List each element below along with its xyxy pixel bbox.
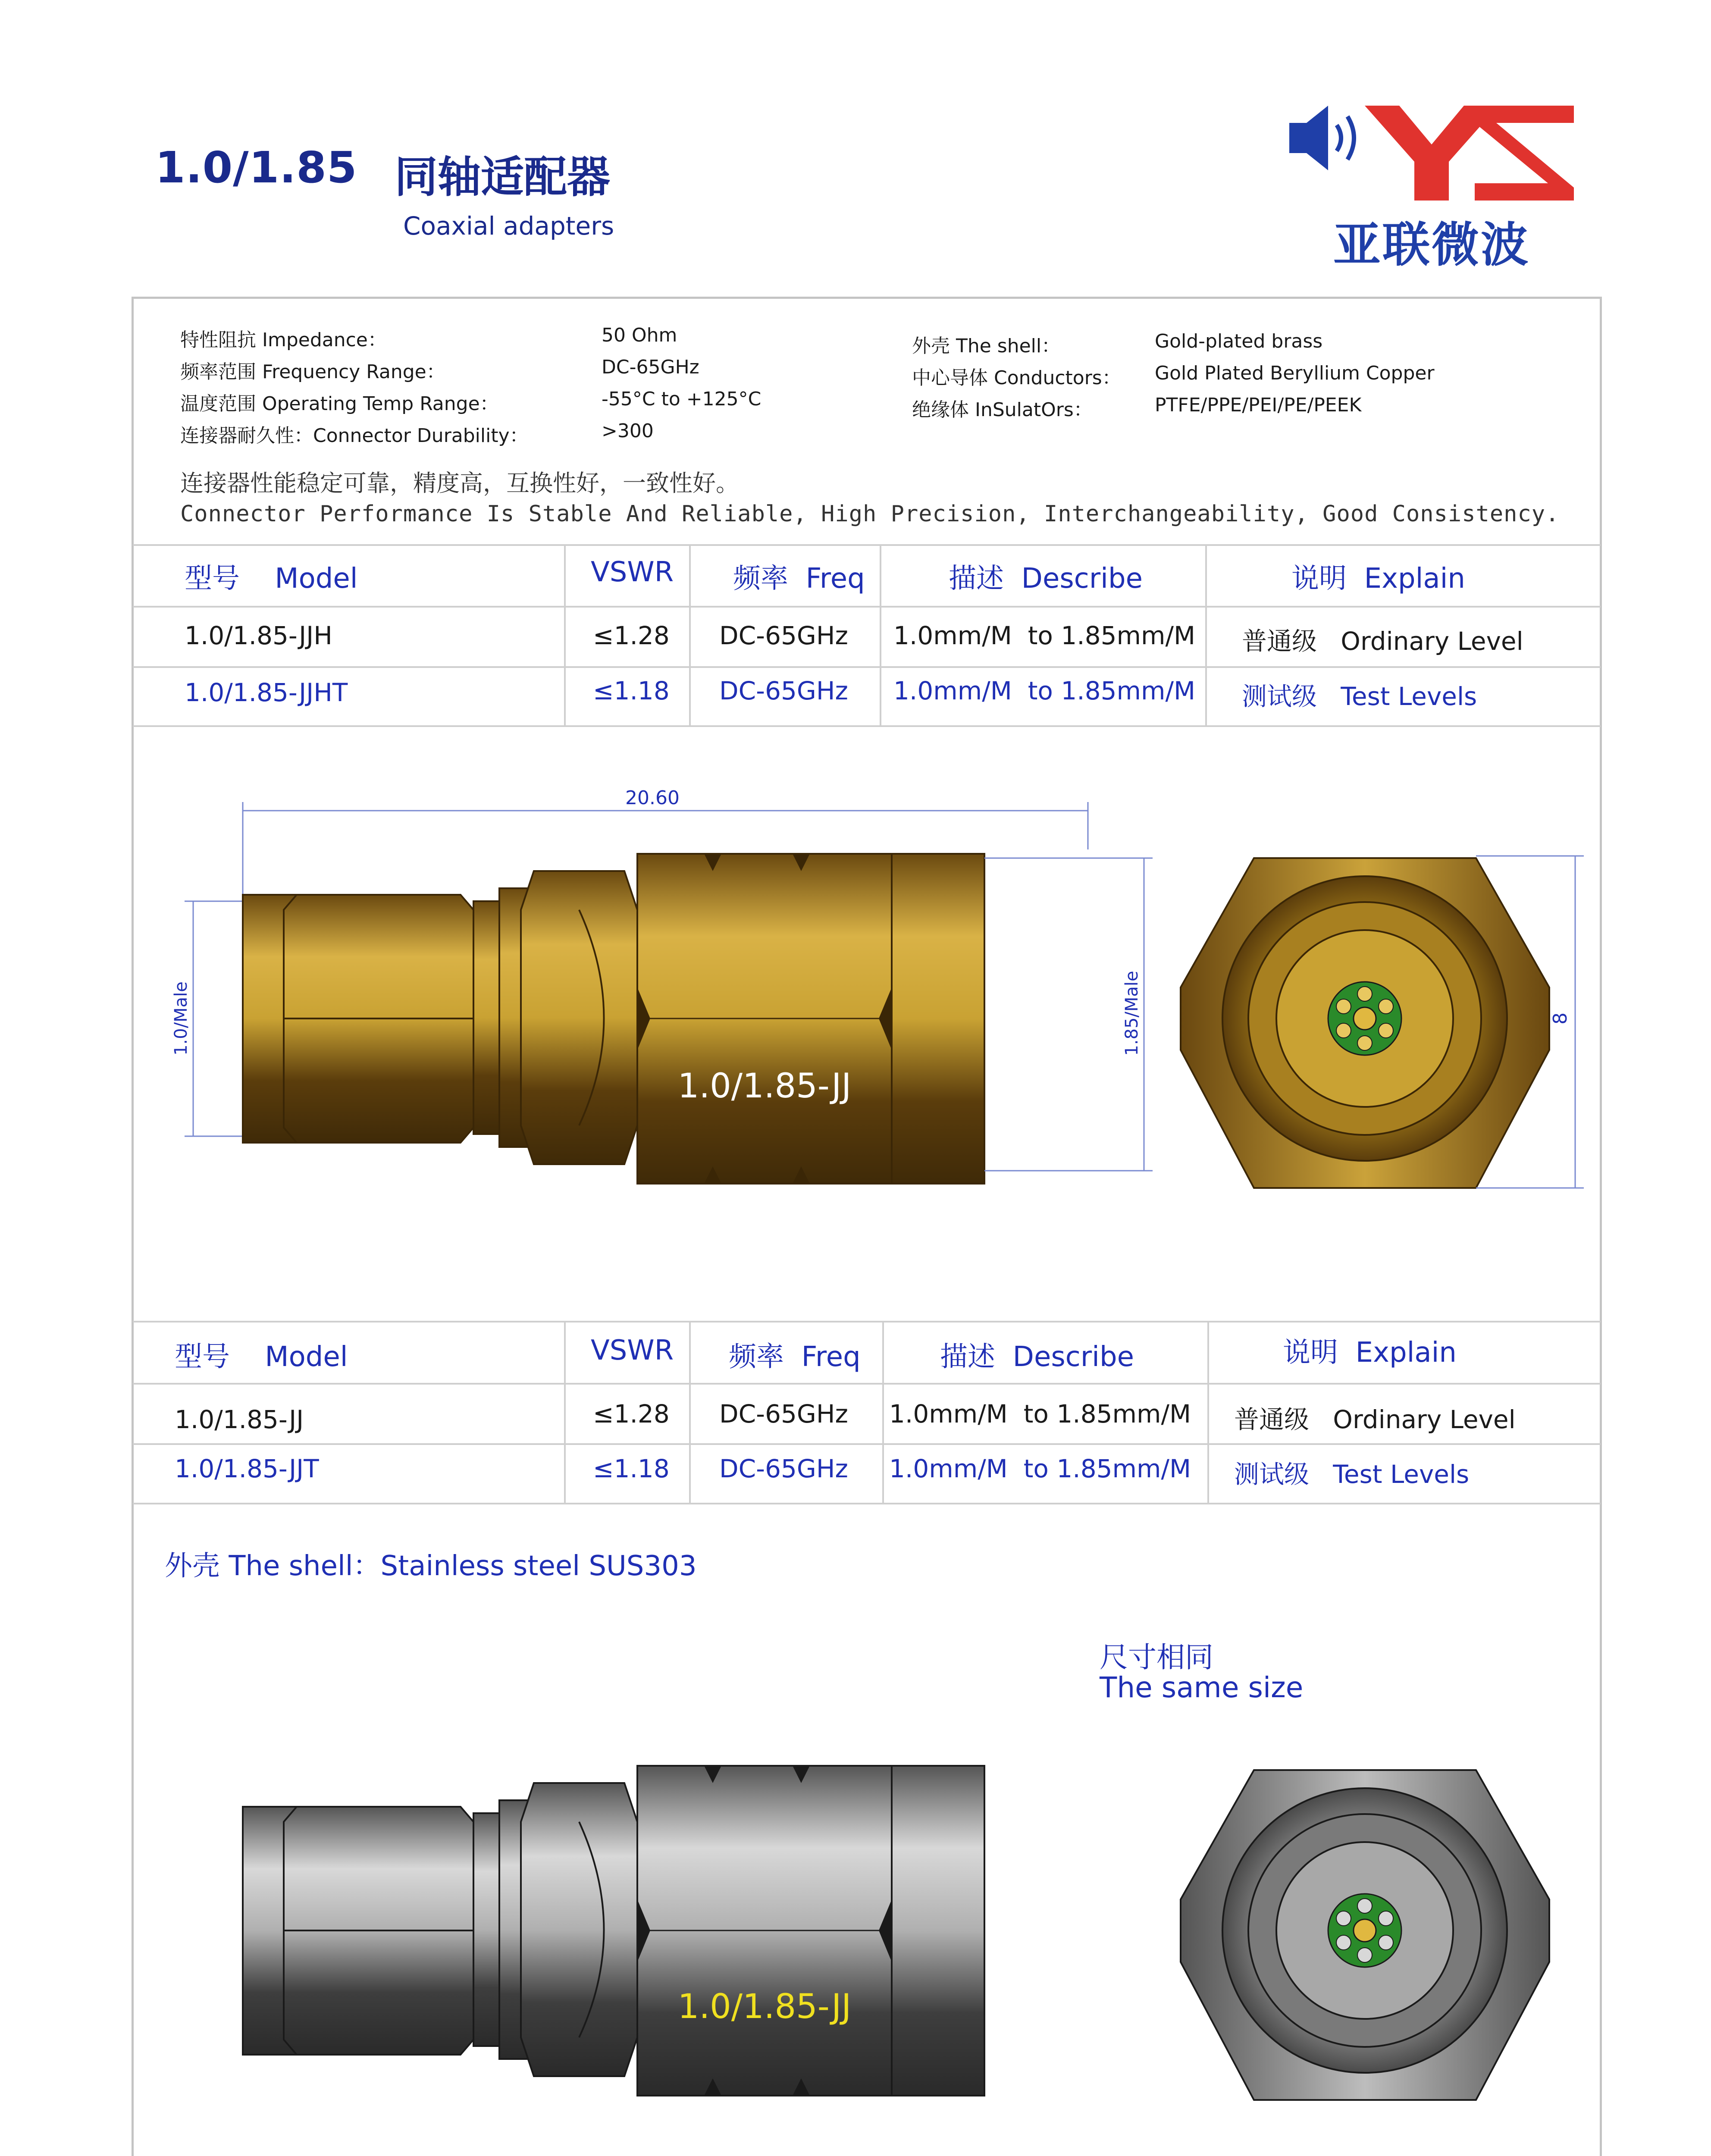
spec-value-impedance: 50 Ohm bbox=[602, 324, 677, 346]
page-title-cn: 同轴适配器 bbox=[395, 152, 610, 202]
spec-value-conductors: Gold Plated Beryllium Copper bbox=[1155, 362, 1435, 384]
table2-row2-describe: 1.0mm/M to 1.85mm/M bbox=[889, 1454, 1191, 1483]
table1-row2-model: 1.0/1.85-JJHT bbox=[185, 678, 348, 707]
gold-adapter-drawing bbox=[133, 729, 1601, 1319]
speaker-icon bbox=[1289, 106, 1354, 170]
shell-material-note: 外壳 The shell：Stainless steel SUS303 bbox=[165, 1550, 697, 1582]
table1-row1-model: 1.0/1.85-JJH bbox=[185, 621, 332, 650]
table1-header-vswr: VSWR bbox=[591, 556, 674, 588]
table1-header-describe: 描述 Describe bbox=[949, 563, 1143, 595]
table2-header-vswr: VSWR bbox=[591, 1335, 674, 1366]
part-label-gold: 1.0/1.85-JJ bbox=[677, 1067, 852, 1106]
note-cn: 连接器性能稳定可靠，精度高，互换性好，一致性好。 bbox=[180, 470, 739, 497]
table2-row2-model: 1.0/1.85-JJT bbox=[175, 1454, 319, 1483]
spec-label-conductors: 中心导体 Conductors： bbox=[912, 367, 1121, 389]
table1-row1-freq: DC-65GHz bbox=[719, 621, 848, 650]
same-size-cn: 尺寸相同 bbox=[1100, 1641, 1213, 1674]
part-label-steel: 1.0/1.85-JJ bbox=[677, 1987, 852, 2026]
table2-row1-model: 1.0/1.85-JJ bbox=[175, 1405, 304, 1434]
logo-text: 亚联微波 bbox=[1333, 217, 1530, 273]
table2-row1-vswr: ≤1.28 bbox=[593, 1399, 670, 1429]
table2-header-explain: 说明 Explain bbox=[1283, 1337, 1457, 1369]
note-en: Connector Performance Is Stable And Reliable, High Precision, Interchangeability, Good Consistency. bbox=[180, 501, 1560, 527]
table2-header-describe: 描述 Describe bbox=[940, 1341, 1134, 1373]
table2-row1-describe: 1.0mm/M to 1.85mm/M bbox=[889, 1399, 1191, 1429]
table1-row2-vswr: ≤1.18 bbox=[593, 676, 670, 705]
dim-right-label: 1.85/Male bbox=[1122, 971, 1142, 1056]
spec-label-temperature: 温度范围 Operating Temp Range： bbox=[180, 393, 499, 415]
table1-row1-explain: 普通级 Ordinary Level bbox=[1242, 627, 1523, 656]
same-size-en: The same size bbox=[1100, 1671, 1304, 1704]
table1-header-explain: 说明 Explain bbox=[1291, 563, 1465, 595]
table1-row2-explain: 测试级 Test Levels bbox=[1242, 682, 1477, 711]
dim-hex-label: 8 bbox=[1549, 1012, 1571, 1025]
spec-label-insulators: 绝缘体 InSulatOrs： bbox=[912, 399, 1093, 421]
table2-row1-explain: 普通级 Ordinary Level bbox=[1234, 1405, 1516, 1434]
table2-row2-explain: 测试级 Test Levels bbox=[1234, 1460, 1470, 1489]
table2-row1-freq: DC-65GHz bbox=[719, 1399, 848, 1429]
spec-value-durability: >300 bbox=[602, 420, 654, 442]
spec-label-durability: 连接器耐久性：Connector Durability： bbox=[180, 425, 529, 447]
spec-value-temperature: -55°C to +125°C bbox=[602, 388, 761, 410]
dim-left-label: 1.0/Male bbox=[171, 981, 191, 1056]
table1-row2-describe: 1.0mm/M to 1.85mm/M bbox=[893, 676, 1196, 705]
table1-row1-vswr: ≤1.28 bbox=[593, 621, 670, 650]
page-subtitle: Coaxial adapters bbox=[403, 211, 614, 241]
spec-label-impedance: 特性阻抗 Impedance： bbox=[180, 329, 387, 351]
table1-row1-describe: 1.0mm/M to 1.85mm/M bbox=[893, 621, 1196, 650]
spec-label-frequency: 频率范围 Frequency Range： bbox=[180, 361, 445, 383]
table2-header-freq: 频率 Freq bbox=[729, 1341, 861, 1373]
spec-label-shell: 外壳 The shell： bbox=[912, 335, 1061, 357]
table2-header-model: 型号 Model bbox=[175, 1341, 348, 1373]
spec-value-shell: Gold-plated brass bbox=[1155, 330, 1323, 352]
page-title-model: 1.0/1.85 bbox=[155, 142, 357, 193]
spec-value-insulators: PTFE/PPE/PEI/PE/PEEK bbox=[1155, 394, 1362, 416]
table1-header-freq: 频率 Freq bbox=[733, 563, 865, 595]
steel-adapter-drawing bbox=[133, 1759, 1601, 2139]
table2-row2-freq: DC-65GHz bbox=[719, 1454, 848, 1483]
table1-row2-freq: DC-65GHz bbox=[719, 676, 848, 705]
spec-value-frequency: DC-65GHz bbox=[602, 356, 699, 378]
dim-length-label: 20.60 bbox=[625, 787, 680, 809]
table2-row2-vswr: ≤1.18 bbox=[593, 1454, 670, 1483]
table1-header-model: 型号 Model bbox=[185, 563, 358, 595]
